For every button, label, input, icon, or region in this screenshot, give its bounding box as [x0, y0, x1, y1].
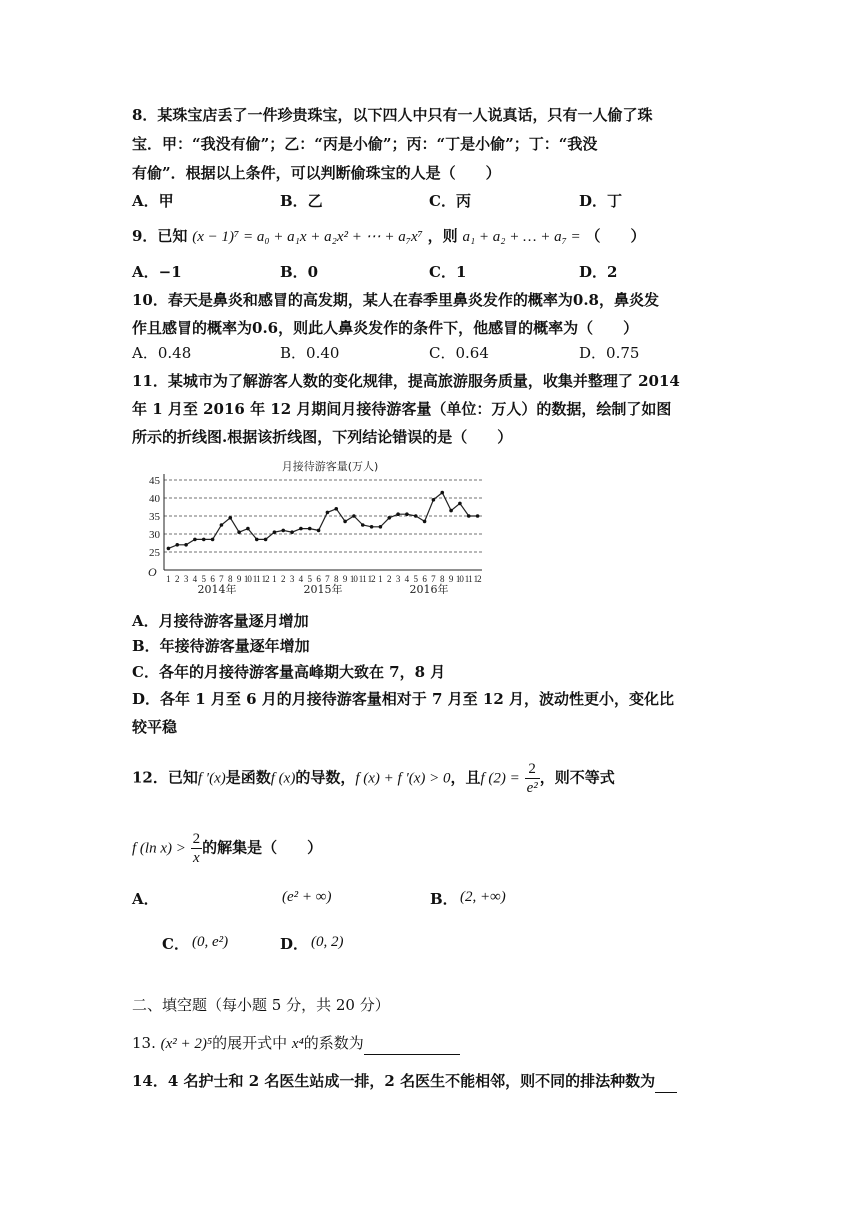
data-point — [449, 509, 453, 513]
q12-option-c-label: C． — [162, 935, 189, 953]
q14-answer-blank[interactable] — [655, 1070, 677, 1093]
y-tick-label: 30 — [149, 529, 160, 541]
section2-title: 二、填空题（每小题 5 分，共 20 分） — [132, 996, 390, 1014]
data-point — [352, 514, 356, 518]
data-point — [379, 525, 383, 529]
x-tick-label: 5 — [307, 574, 312, 584]
q12-option-d-value: (0, 2) — [311, 934, 344, 950]
x-tick-label: 2 — [175, 574, 180, 584]
x-tick-label: 7 — [325, 574, 330, 584]
x-tick-label: 7 — [431, 574, 436, 584]
data-point — [299, 527, 303, 531]
x-tick-label: 9 — [448, 574, 454, 584]
q9-formula2: a₁ + a₂ + … + a₇ = — [462, 229, 581, 245]
data-point — [326, 511, 330, 515]
x-tick-label: 12 — [261, 574, 270, 584]
data-point — [273, 530, 277, 534]
data-point — [184, 543, 188, 547]
x-tick-label: 3 — [183, 574, 189, 584]
data-point — [405, 512, 409, 516]
data-point — [308, 527, 312, 531]
q11-option-c: C．各年的月接待游客量高峰期大致在 7，8 月 — [132, 663, 446, 681]
q13-mid: 的展开式中 — [212, 1034, 288, 1052]
q13-answer-blank[interactable] — [364, 1032, 460, 1055]
x-tick-label: 11 — [358, 574, 367, 584]
q8-option-b: B．乙 — [280, 192, 323, 210]
y-tick-label: 25 — [149, 547, 160, 559]
year-label: 2015年 — [303, 583, 343, 594]
q12-option-b-label: B． — [430, 890, 458, 908]
q12-line2 — [132, 830, 322, 867]
q12-t1: f ′(x) — [197, 770, 226, 787]
x-tick-label: 10 — [349, 574, 358, 584]
x-tick-label: 5 — [413, 574, 418, 584]
data-point — [334, 507, 338, 511]
x-tick-label: 5 — [201, 574, 206, 584]
data-point — [458, 502, 462, 506]
x-tick-label: 4 — [192, 574, 198, 584]
q10-option-a: A．0.48 — [132, 344, 192, 362]
x-tick-label: 6 — [210, 574, 215, 584]
data-point — [281, 529, 285, 533]
data-point — [423, 520, 427, 524]
q10-option-c: C．0.64 — [429, 344, 489, 362]
x-tick-label: 11 — [464, 574, 473, 584]
q13-stem — [132, 1032, 460, 1055]
x-tick-label: 4 — [404, 574, 410, 584]
q11-line1: 11．某城市为了解游客人数的变化规律，提高旅游服务质量，收集并整理了 2014 — [132, 372, 680, 390]
q10-line2: 作且感冒的概率为0.6，则此人鼻炎发作的条件下，他感冒的概率为（ ） — [132, 319, 639, 337]
data-point — [361, 523, 365, 527]
data-point — [317, 529, 321, 533]
y-tick-label: 40 — [149, 493, 160, 505]
series-polyline — [168, 493, 477, 549]
x-tick-label: 6 — [422, 574, 427, 584]
x-tick-label: 2 — [387, 574, 392, 584]
q10-line1: 10．春天是鼻炎和感冒的高发期，某人在春季里鼻炎发作的概率为0.8，鼻炎发 — [132, 291, 659, 309]
data-point — [193, 538, 197, 542]
q10-option-d: D．0.75 — [579, 344, 640, 362]
q12-option-d-label: D． — [280, 935, 309, 953]
q11-line3: 所示的折线图.根据该折线图，下列结论错误的是（ ） — [132, 428, 513, 446]
q13-prefix: 13. — [132, 1034, 156, 1052]
q11-option-d: D．各年 1 月至 6 月的月接待游客量相对于 7 月至 12 月，波动性更小，变化比 — [132, 690, 674, 708]
x-tick-label: 11 — [252, 574, 261, 584]
q12-option-c-value: (0, e²) — [192, 934, 229, 950]
x-tick-label: 12 — [367, 574, 376, 584]
q12-fraction — [525, 760, 540, 797]
data-point — [246, 527, 250, 531]
data-point — [264, 538, 268, 542]
q12-t7: f (2) = — [480, 770, 520, 787]
year-labels — [198, 582, 449, 594]
data-point — [220, 523, 224, 527]
data-point — [228, 516, 232, 520]
q12-frac-num: 2 — [525, 760, 540, 779]
visitor-line-chart — [132, 456, 492, 594]
chart-title: 月接待游客量(万人) — [281, 460, 379, 473]
x-tick-label: 4 — [298, 574, 304, 584]
q12-line2-text: 的解集是（ ） — [202, 838, 323, 857]
x-tick-label: 10 — [243, 574, 252, 584]
q13-formula: (x² + 2)⁵ — [160, 1036, 213, 1052]
x-tick-label: 1 — [378, 574, 383, 584]
q13-suffix: 的系数为 — [303, 1034, 364, 1052]
q10-option-b: B．0.40 — [280, 344, 340, 362]
data-point — [255, 538, 259, 542]
q12-t6: ，且 — [450, 768, 481, 787]
q8-option-c: C．丙 — [429, 192, 471, 210]
q12-t4: 的导数， — [295, 768, 356, 787]
x-tick-label: 9 — [236, 574, 242, 584]
q11-option-a: A．月接待游客量逐月增加 — [132, 612, 309, 630]
q9-formula: (x − 1)⁷ = a₀ + a₁x + a₂x² + ⋯ + a₇x⁷ — [192, 229, 423, 245]
q12-t8: ，则不等式 — [539, 768, 615, 787]
data-point — [237, 530, 241, 534]
data-point — [167, 547, 171, 551]
q9-prefix: 9．已知 — [132, 227, 188, 245]
q8-option-a: A．甲 — [132, 192, 174, 210]
q12-line2-fraction — [191, 830, 203, 867]
q12-option-a-label: A． — [132, 890, 159, 908]
data-point — [396, 512, 400, 516]
q9-option-c: C．1 — [429, 263, 467, 281]
q9-option-d: D．2 — [579, 263, 618, 281]
data-point — [343, 520, 347, 524]
data-point — [414, 514, 418, 518]
q12-prefix: 12．已知 — [132, 768, 198, 787]
data-point — [387, 516, 391, 520]
x-tick-label: 8 — [334, 574, 339, 584]
q13-term: x⁴ — [291, 1036, 304, 1052]
x-tick-label: 10 — [455, 574, 464, 584]
q14-text: 14．4 名护士和 2 名医生站成一排，2 名医生不能相邻，则不同的排法种数为 — [132, 1072, 656, 1090]
series-line — [168, 493, 477, 549]
q12-ineq: f (ln x) > — [132, 840, 186, 857]
data-point — [202, 538, 206, 542]
x-tick-label: 2 — [281, 574, 286, 584]
x-tick-label: 6 — [316, 574, 321, 584]
q11-line2: 年 1 月至 2016 年 12 月期间月接待游客量（单位：万人）的数据，绘制了如图 — [132, 400, 672, 418]
q12-line2-num: 2 — [192, 831, 201, 847]
x-tick-label: 1 — [166, 574, 171, 584]
q12-frac-den: e² — [526, 780, 538, 796]
data-point — [370, 525, 374, 529]
q12-option-a-value: (e² + ∞) — [282, 889, 332, 905]
q12-option-b-value: (2, +∞) — [460, 889, 506, 905]
q12-line2-den: x — [193, 850, 200, 866]
q11-option-b: B．年接待游客量逐年增加 — [132, 637, 310, 655]
data-point — [432, 498, 436, 502]
data-point — [467, 514, 471, 518]
x-tick-label: 3 — [289, 574, 295, 584]
y-tick-labels — [149, 475, 161, 559]
q11-option-d-cont: 较平稳 — [132, 718, 178, 736]
q9-option-a: A．−1 — [132, 263, 182, 281]
q12-t2: 是函数 — [225, 768, 271, 787]
y-tick-label: 45 — [149, 475, 160, 487]
x-tick-label: 3 — [395, 574, 401, 584]
y-tick-label: 35 — [149, 511, 160, 523]
q12-t5: f (x) + f ′(x) > 0 — [355, 770, 451, 787]
x-tick-label: 12 — [473, 574, 482, 584]
q9-suffix: （ ） — [585, 227, 646, 245]
data-point — [175, 543, 179, 547]
q9-middle: ，则 — [427, 227, 458, 245]
data-point — [440, 491, 444, 495]
q12-stem — [132, 760, 615, 797]
x-tick-label: 9 — [342, 574, 348, 584]
x-tick-label: 7 — [219, 574, 224, 584]
q9-stem — [132, 225, 645, 248]
x-tick-label: 1 — [272, 574, 277, 584]
q12-t3: f (x) — [270, 770, 296, 787]
q14-stem — [132, 1070, 677, 1093]
q8-option-d: D．丁 — [579, 192, 623, 210]
data-point — [211, 538, 215, 542]
q8-line1: 8．某珠宝店丢了一件珍贵珠宝，以下四人中只有一人说真话，只有一人偷了珠 — [132, 106, 653, 124]
q8-line3: 有偷”．根据以上条件，可以判断偷珠宝的人是（ ） — [132, 164, 501, 182]
q8-line2: 宝．甲：“我没有偷”；乙：“丙是小偷”；丙：“丁是小偷”；丁：“我没 — [132, 135, 598, 153]
x-tick-label: 8 — [440, 574, 445, 584]
data-point — [476, 514, 480, 518]
origin-label: O — [148, 565, 157, 579]
year-label: 2014年 — [197, 583, 237, 594]
year-label: 2016年 — [409, 583, 449, 594]
q9-option-b: B．0 — [280, 263, 319, 281]
x-tick-label: 8 — [228, 574, 233, 584]
grid-lines — [164, 480, 482, 552]
data-point — [290, 530, 294, 534]
